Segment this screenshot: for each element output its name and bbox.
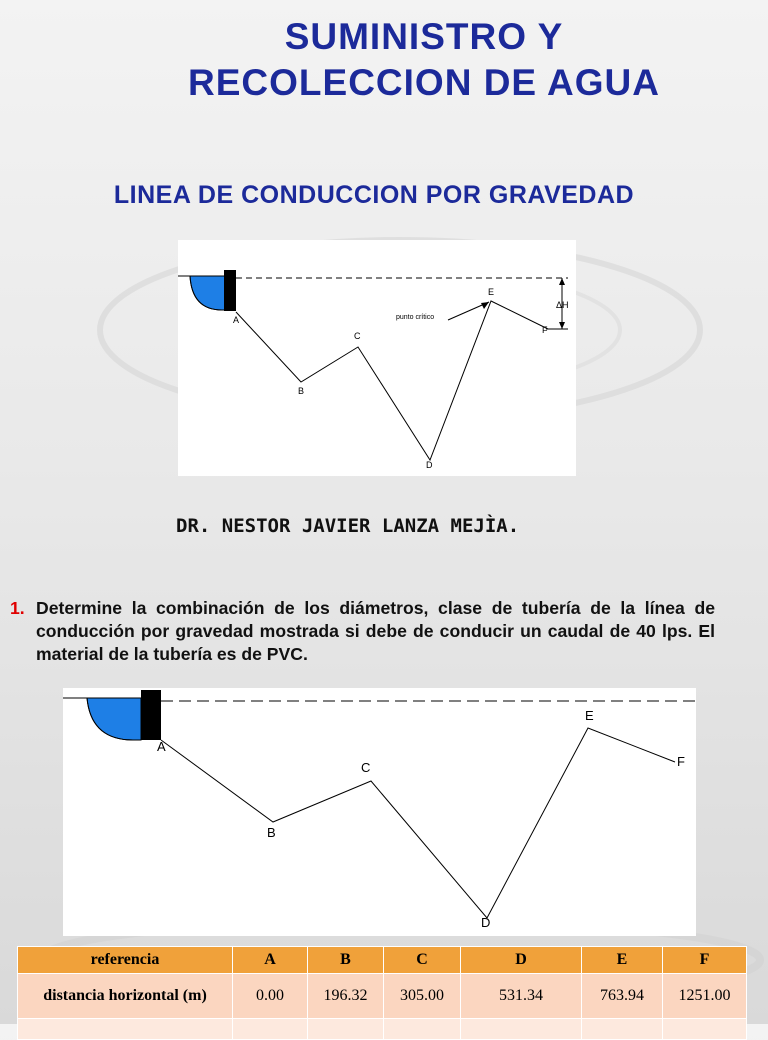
table-cell [461, 1019, 582, 1040]
label-a: A [157, 739, 166, 754]
table-cell [663, 1019, 747, 1040]
table-header-cell: referencia [18, 947, 233, 974]
label-c: C [354, 331, 361, 341]
label-a: A [233, 315, 240, 325]
table-header-row [18, 947, 747, 974]
label-c: C [361, 760, 371, 775]
label-f: F [677, 754, 685, 769]
table-row [18, 1019, 747, 1040]
problem-text: Determine la combinación de los diámetros, clase de tubería de la línea de conducción por gravedad mostrada si debe de conducir un caudal de 40 lps. El material de la tubería es de PVC. [36, 598, 715, 664]
table-cell: 1251.00 [663, 974, 747, 1019]
label-b: B [267, 825, 276, 840]
table-cell: 0.00 [233, 974, 308, 1019]
title-line-2: RECOLECCION DE AGUA [188, 62, 660, 103]
table-header-cell: D [461, 947, 582, 974]
conduction-line-diagram-small [178, 240, 576, 476]
table-cell [582, 1019, 663, 1040]
table-row [18, 974, 747, 1019]
table-cell: 196.32 [308, 974, 384, 1019]
problem-statement [10, 597, 715, 666]
distance-table [17, 946, 747, 1040]
delta-h-label: ΔH [556, 300, 569, 310]
conduction-line-diagram-large [63, 688, 696, 936]
label-d: D [426, 460, 433, 470]
table-header-cell: E [582, 947, 663, 974]
subtitle: LINEA DE CONDUCCION POR GRAVEDAD [113, 181, 635, 209]
author: DR. NESTOR JAVIER LANZA MEJÌA. [176, 515, 520, 537]
table-cell [384, 1019, 461, 1040]
table-cell: 763.94 [582, 974, 663, 1019]
table-header-cell: F [663, 947, 747, 974]
table-header-cell: A [233, 947, 308, 974]
title-line-1: SUMINISTRO Y [284, 16, 564, 57]
label-e: E [488, 287, 495, 297]
label-e: E [585, 708, 594, 723]
critical-point-label: punto crítico [396, 314, 435, 321]
table-cell: 531.34 [461, 974, 582, 1019]
table-header-cell: C [384, 947, 461, 974]
table-cell: 305.00 [384, 974, 461, 1019]
table-header-cell: B [308, 947, 384, 974]
label-f: F [542, 325, 548, 335]
label-d: D [481, 915, 491, 930]
table-cell: distancia horizontal (m) [18, 974, 233, 1019]
problem-number: 1. [10, 598, 25, 618]
table-cell [308, 1019, 384, 1040]
label-b: B [298, 386, 305, 396]
table-cell [18, 1019, 233, 1040]
table-cell [233, 1019, 308, 1040]
